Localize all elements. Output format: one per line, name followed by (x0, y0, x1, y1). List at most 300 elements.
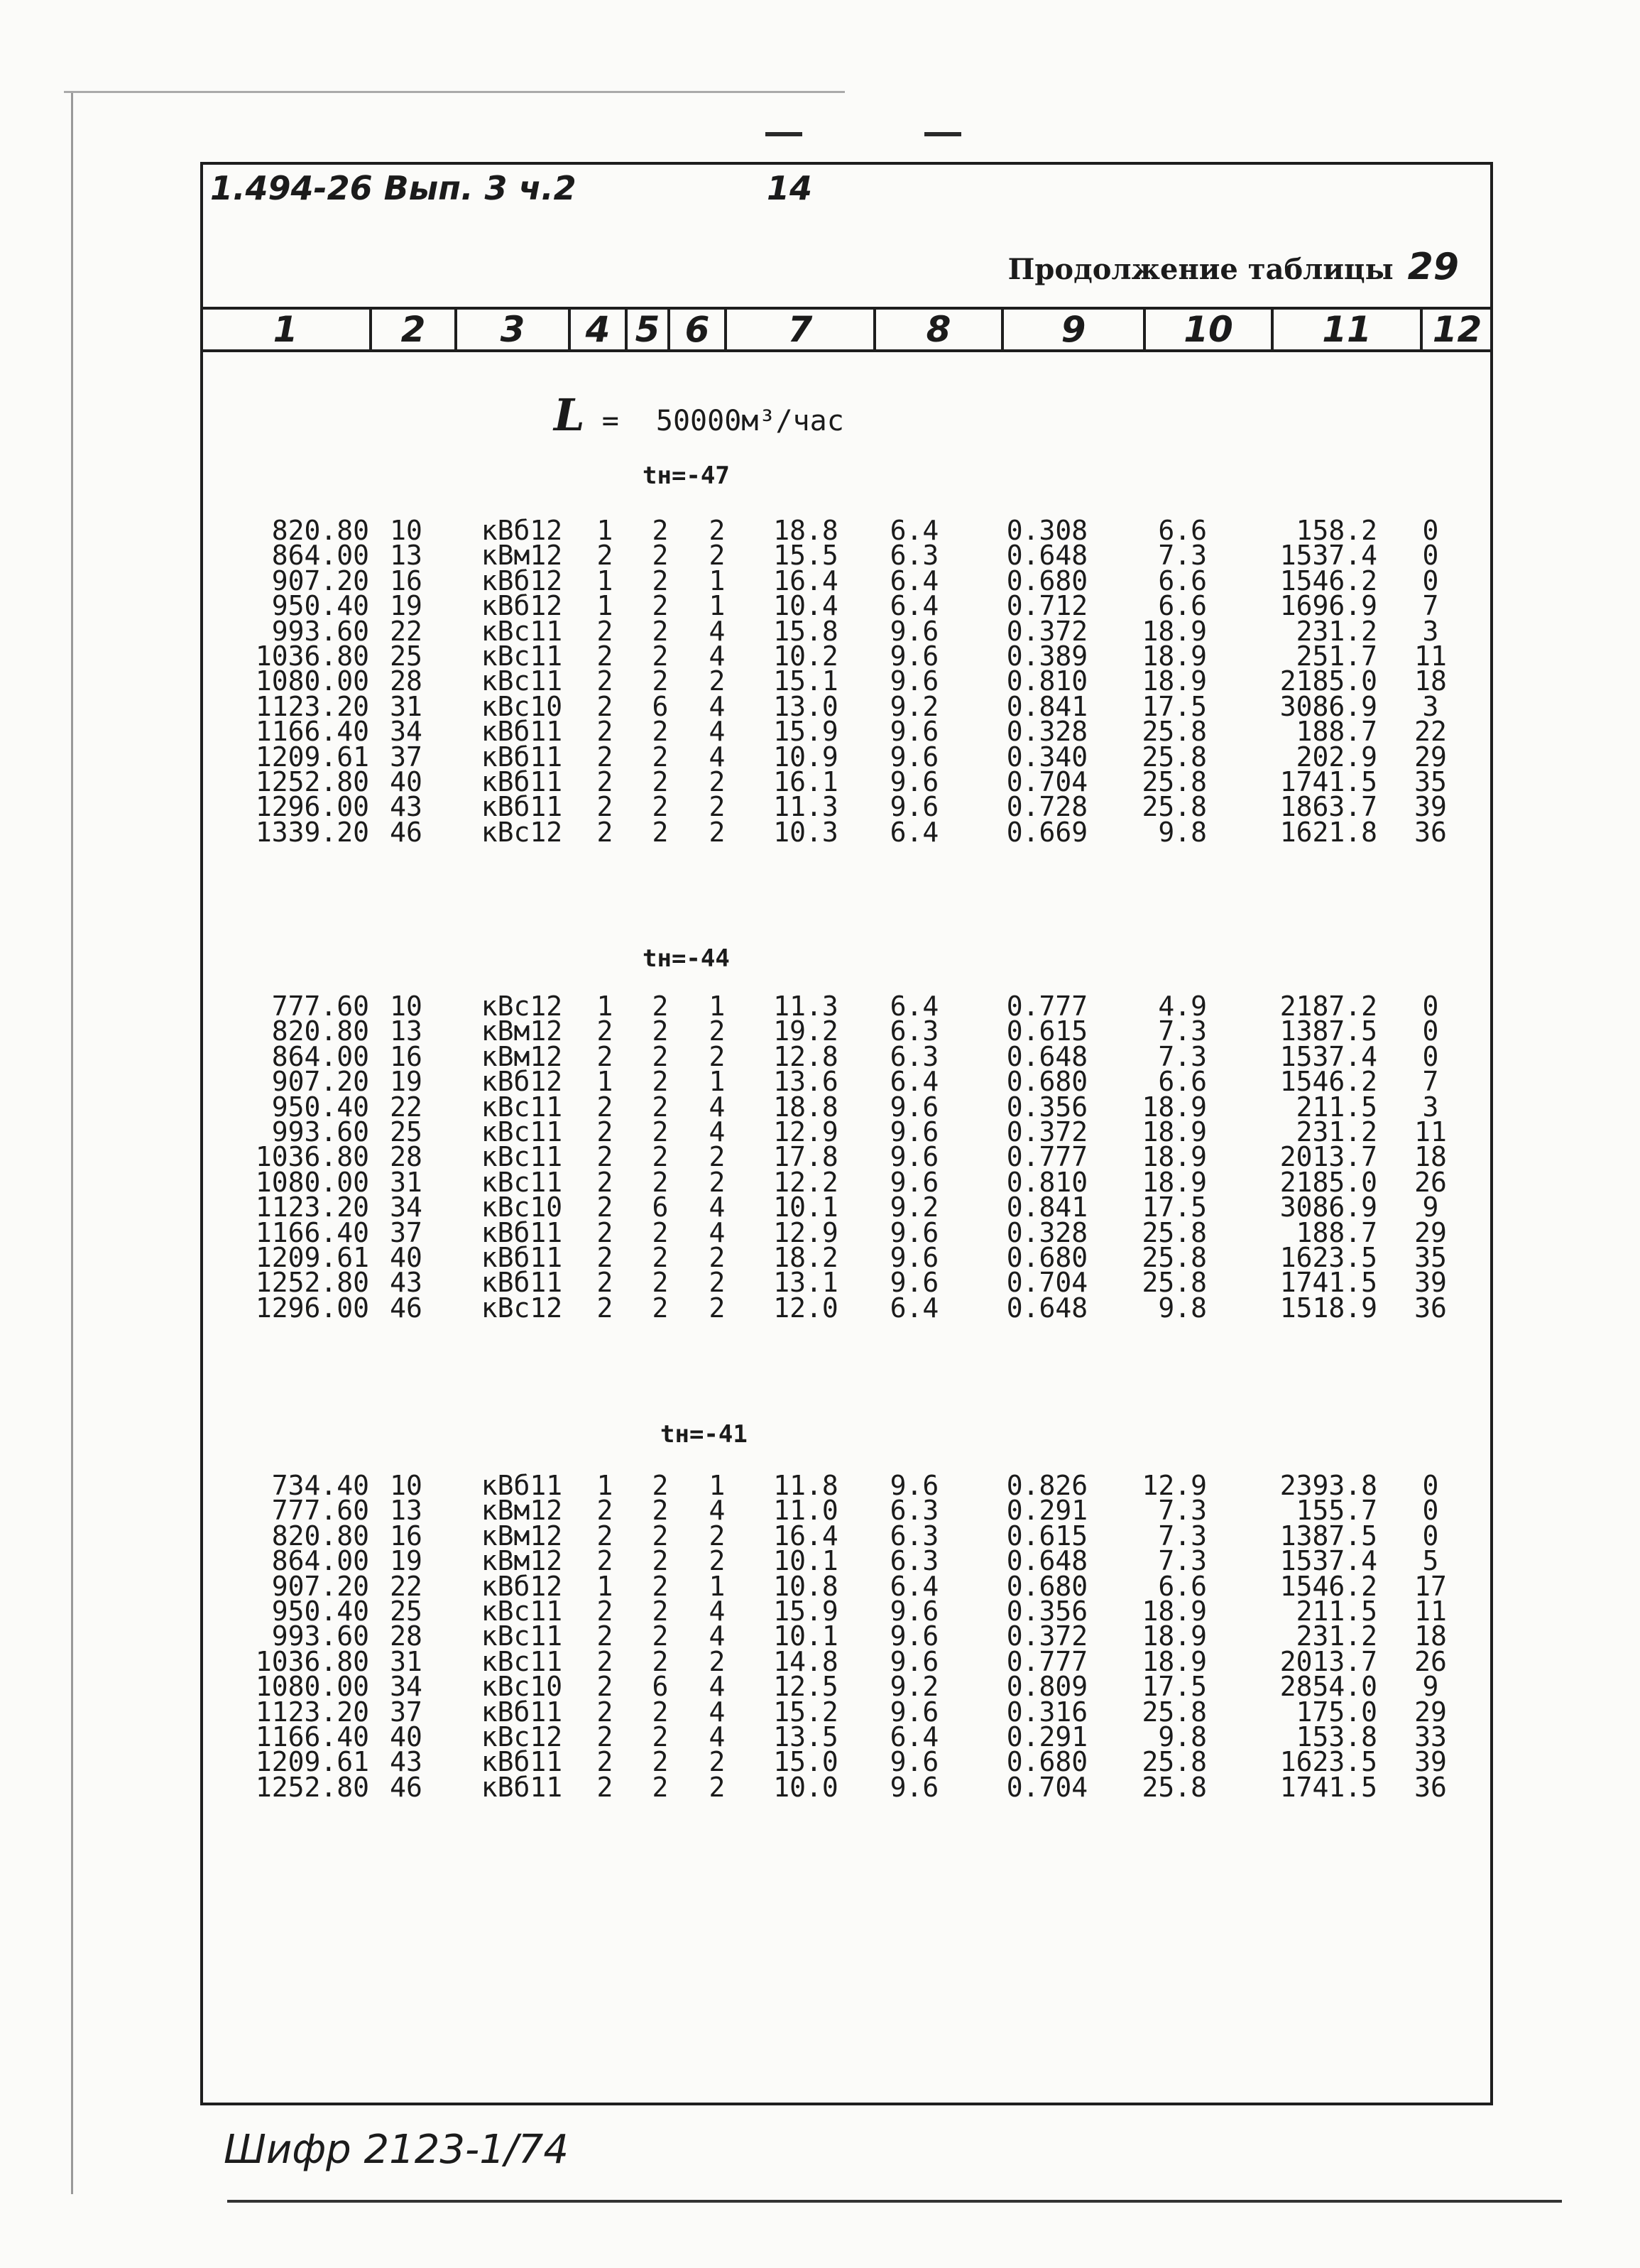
table-row (0, 1141, 1640, 1173)
table-cell-col-1: 950.40 (271, 1091, 369, 1123)
table-cell-col-8: 6.3 (890, 1520, 939, 1552)
table-row (0, 690, 1640, 722)
table-cell-col-2: 16 (390, 565, 422, 596)
table-cell-col-8: 9.6 (890, 1141, 939, 1173)
table-cell-col-2: 10 (390, 991, 422, 1022)
table-cell-col-6: 4 (709, 1495, 726, 1527)
table-cell-col-12: 26 (1414, 1166, 1447, 1198)
table-cell-col-9: 0.648 (1006, 1545, 1088, 1577)
table-cell-col-6: 4 (709, 1596, 726, 1627)
table-cell-col-7: 15.2 (773, 1696, 838, 1728)
table-cell-col-2: 43 (390, 1267, 422, 1299)
table-cell-col-2: 31 (390, 1166, 422, 1198)
table-cell-col-2: 43 (390, 791, 422, 823)
table-cell-col-9: 0.356 (1006, 1596, 1088, 1627)
table-cell-col-4: 2 (596, 1040, 613, 1072)
table-cell-col-9: 0.648 (1006, 540, 1088, 572)
table-cell-col-5: 2 (652, 816, 669, 848)
scan-top-edge (64, 91, 845, 93)
table-cell-col-8: 6.3 (890, 1015, 939, 1047)
table-cell-col-5: 2 (652, 716, 669, 748)
column-divider (625, 310, 628, 349)
table-cell-col-8: 6.3 (890, 1040, 939, 1072)
column-divider (667, 310, 670, 349)
table-cell-col-9: 0.372 (1006, 1620, 1088, 1652)
table-cell-col-12: 11 (1414, 640, 1447, 672)
table-cell-col-6: 4 (709, 1192, 726, 1223)
table-cell-col-2: 25 (390, 1596, 422, 1627)
column-number-3: 3 (500, 309, 525, 350)
table-cell-col-9: 0.680 (1006, 565, 1088, 596)
table-cell-col-5: 2 (652, 1242, 669, 1273)
table-continuation-caption (1008, 246, 1459, 288)
table-cell-col-7: 12.9 (773, 1216, 838, 1248)
table-cell-col-9: 0.291 (1006, 1495, 1088, 1527)
table-cell-col-11: 231.2 (1296, 615, 1377, 647)
table-row (0, 991, 1640, 1022)
table-row (0, 1040, 1640, 1072)
table-cell-col-8: 9.2 (890, 690, 939, 722)
table-row (0, 1292, 1640, 1324)
table-cell-col-3: кВб11 (481, 716, 563, 748)
table-cell-col-5: 2 (652, 1015, 669, 1047)
table-cell-col-4: 2 (596, 1116, 613, 1147)
table-cell-col-8: 9.6 (890, 1470, 939, 1501)
table-cell-col-8: 9.6 (890, 1746, 939, 1778)
table-cell-col-9: 0.777 (1006, 991, 1088, 1022)
table-cell-col-1: 777.60 (271, 1495, 369, 1527)
table-cell-col-5: 2 (652, 1116, 669, 1147)
table-cell-col-4: 2 (596, 1292, 613, 1324)
table-cell-col-1: 820.80 (271, 515, 369, 546)
table-row (0, 1520, 1640, 1552)
table-cell-col-8: 9.6 (890, 1596, 939, 1627)
flow-value: 50000м³/час (655, 405, 844, 437)
table-cell-col-6: 1 (709, 1470, 726, 1501)
table-cell-col-11: 1863.7 (1279, 791, 1377, 823)
table-cell-col-6: 2 (709, 1166, 726, 1198)
table-cell-col-10: 6.6 (1158, 515, 1207, 546)
table-row (0, 1746, 1640, 1778)
table-cell-col-9: 0.680 (1006, 1570, 1088, 1602)
table-cell-col-1: 907.20 (271, 565, 369, 596)
table-cell-col-2: 34 (390, 1192, 422, 1223)
table-cell-col-11: 188.7 (1296, 716, 1377, 748)
table-cell-col-8: 9.6 (890, 1166, 939, 1198)
table-cell-col-3: кВб11 (481, 791, 563, 823)
table-cell-col-6: 4 (709, 690, 726, 722)
table-cell-col-9: 0.712 (1006, 590, 1088, 622)
table-cell-col-10: 9.8 (1158, 1721, 1207, 1752)
table-cell-col-1: 1209.61 (255, 1746, 369, 1778)
table-cell-col-4: 2 (596, 690, 613, 722)
table-cell-col-7: 11.3 (773, 791, 838, 823)
table-cell-col-1: 734.40 (271, 1470, 369, 1501)
column-number-row (200, 307, 1493, 352)
table-cell-col-6: 2 (709, 1040, 726, 1072)
table-cell-col-4: 2 (596, 1495, 613, 1527)
table-cell-col-7: 18.8 (773, 515, 838, 546)
table-cell-col-2: 16 (390, 1520, 422, 1552)
table-cell-col-7: 18.8 (773, 1091, 838, 1123)
table-cell-col-3: кВс10 (481, 1671, 563, 1703)
table-cell-col-9: 0.372 (1006, 615, 1088, 647)
table-cell-col-3: кВс12 (481, 991, 563, 1022)
table-cell-col-7: 15.0 (773, 1746, 838, 1778)
table-cell-col-6: 2 (709, 791, 726, 823)
table-cell-col-11: 2187.2 (1279, 991, 1377, 1022)
table-cell-col-2: 28 (390, 1620, 422, 1652)
table-cell-col-1: 950.40 (271, 1596, 369, 1627)
table-cell-col-8: 6.3 (890, 1495, 939, 1527)
column-number-9: 9 (1061, 309, 1086, 350)
table-cell-col-11: 1387.5 (1279, 1520, 1377, 1552)
table-row (0, 766, 1640, 797)
table-cell-col-4: 1 (596, 515, 613, 546)
table-row (0, 1192, 1640, 1223)
table-cell-col-12: 18 (1414, 1141, 1447, 1173)
table-cell-col-2: 19 (390, 590, 422, 622)
table-cell-col-11: 231.2 (1296, 1116, 1377, 1147)
table-cell-col-11: 202.9 (1296, 741, 1377, 773)
column-divider (1420, 310, 1423, 349)
table-cell-col-3: кВб12 (481, 590, 563, 622)
table-cell-col-12: 29 (1414, 1216, 1447, 1248)
table-cell-col-1: 864.00 (271, 1545, 369, 1577)
table-cell-col-6: 2 (709, 1771, 726, 1803)
table-cell-col-10: 6.6 (1158, 1066, 1207, 1098)
table-cell-col-3: кВс11 (481, 1116, 563, 1147)
table-cell-col-8: 9.6 (890, 1267, 939, 1299)
table-cell-col-10: 17.5 (1142, 690, 1207, 722)
table-row (0, 1545, 1640, 1577)
table-cell-col-11: 153.8 (1296, 1721, 1377, 1752)
table-cell-col-8: 6.4 (890, 816, 939, 848)
table-cell-col-11: 155.7 (1296, 1495, 1377, 1527)
table-row (0, 665, 1640, 697)
table-row (0, 1066, 1640, 1098)
table-cell-col-1: 1252.80 (255, 1267, 369, 1299)
table-cell-col-7: 11.8 (773, 1470, 838, 1501)
table-row (0, 1495, 1640, 1527)
table-cell-col-2: 40 (390, 1242, 422, 1273)
table-cell-col-6: 2 (709, 1015, 726, 1047)
table-cell-col-12: 18 (1414, 1620, 1447, 1652)
table-cell-col-7: 10.3 (773, 816, 838, 848)
table-cell-col-6: 2 (709, 1292, 726, 1324)
table-cell-col-12: 3 (1422, 615, 1439, 647)
table-row (0, 1242, 1640, 1273)
document-reference: 1.494-26 Вып. 3 ч.2 (210, 169, 576, 207)
table-cell-col-5: 2 (652, 590, 669, 622)
table-cell-col-6: 1 (709, 1570, 726, 1602)
table-cell-col-9: 0.291 (1006, 1721, 1088, 1752)
table-cell-col-4: 2 (596, 1545, 613, 1577)
table-cell-col-5: 2 (652, 1166, 669, 1198)
table-cell-col-9: 0.308 (1006, 515, 1088, 546)
table-cell-col-10: 25.8 (1142, 1216, 1207, 1248)
column-number-7: 7 (787, 309, 813, 350)
table-cell-col-4: 2 (596, 1746, 613, 1778)
table-cell-col-9: 0.356 (1006, 1091, 1088, 1123)
table-cell-col-9: 0.728 (1006, 791, 1088, 823)
table-cell-col-1: 1209.61 (255, 741, 369, 773)
air-flow-label (554, 389, 844, 441)
table-cell-col-6: 2 (709, 540, 726, 572)
table-cell-col-1: 1123.20 (255, 1696, 369, 1728)
table-cell-col-11: 251.7 (1296, 640, 1377, 672)
table-cell-col-7: 13.1 (773, 1267, 838, 1299)
table-cell-col-4: 1 (596, 991, 613, 1022)
table-cell-col-6: 2 (709, 1545, 726, 1577)
table-cell-col-2: 19 (390, 1545, 422, 1577)
table-row (0, 1015, 1640, 1047)
table-row (0, 1645, 1640, 1677)
table-cell-col-5: 2 (652, 741, 669, 773)
table-cell-col-1: 907.20 (271, 1570, 369, 1602)
table-cell-col-3: кВб11 (481, 1696, 563, 1728)
table-cell-col-7: 12.2 (773, 1166, 838, 1198)
table-cell-col-2: 19 (390, 1066, 422, 1098)
table-cell-col-9: 0.669 (1006, 816, 1088, 848)
section-title: tн=-44 (643, 944, 730, 973)
table-cell-col-11: 188.7 (1296, 1216, 1377, 1248)
table-row (0, 540, 1640, 572)
table-cell-col-5: 2 (652, 791, 669, 823)
table-cell-col-3: кВс11 (481, 1620, 563, 1652)
table-cell-col-12: 0 (1422, 1040, 1439, 1072)
table-cell-col-12: 35 (1414, 766, 1447, 797)
table-cell-col-8: 9.2 (890, 1671, 939, 1703)
table-cell-col-4: 2 (596, 1721, 613, 1752)
table-cell-col-2: 25 (390, 1116, 422, 1147)
table-cell-col-8: 9.6 (890, 1116, 939, 1147)
table-cell-col-4: 2 (596, 716, 613, 748)
table-cell-col-2: 43 (390, 1746, 422, 1778)
table-cell-col-11: 1537.4 (1279, 540, 1377, 572)
table-row (0, 1570, 1640, 1602)
table-cell-col-10: 18.9 (1142, 1645, 1207, 1677)
table-row (0, 615, 1640, 647)
table-cell-col-11: 2185.0 (1279, 1166, 1377, 1198)
table-cell-col-9: 0.841 (1006, 690, 1088, 722)
table-row (0, 1470, 1640, 1501)
table-cell-col-2: 37 (390, 1696, 422, 1728)
table-row (0, 1620, 1640, 1652)
table-cell-col-10: 25.8 (1142, 1267, 1207, 1299)
table-cell-col-7: 15.1 (773, 665, 838, 697)
table-cell-col-12: 0 (1422, 565, 1439, 596)
table-cell-col-10: 25.8 (1142, 1771, 1207, 1803)
table-cell-col-11: 1387.5 (1279, 1015, 1377, 1047)
table-row (0, 1216, 1640, 1248)
table-row (0, 716, 1640, 748)
table-cell-col-5: 2 (652, 766, 669, 797)
table-cell-col-5: 2 (652, 1267, 669, 1299)
table-cell-col-11: 2185.0 (1279, 665, 1377, 697)
table-cell-col-3: кВс12 (481, 1721, 563, 1752)
table-cell-col-1: 1080.00 (255, 1166, 369, 1198)
table-cell-col-5: 2 (652, 540, 669, 572)
table-cell-col-10: 9.8 (1158, 1292, 1207, 1324)
table-cell-col-11: 2393.8 (1279, 1470, 1377, 1501)
table-cell-col-6: 2 (709, 1645, 726, 1677)
table-cell-col-4: 2 (596, 1620, 613, 1652)
column-number-5: 5 (635, 309, 660, 350)
table-cell-col-6: 2 (709, 1141, 726, 1173)
table-cell-col-2: 16 (390, 1040, 422, 1072)
table-cell-col-8: 9.6 (890, 1620, 939, 1652)
table-cell-col-11: 1546.2 (1279, 1066, 1377, 1098)
table-cell-col-5: 2 (652, 1066, 669, 1098)
table-cell-col-6: 4 (709, 1116, 726, 1147)
table-cell-col-4: 2 (596, 1771, 613, 1803)
table-cell-col-12: 0 (1422, 540, 1439, 572)
table-cell-col-4: 2 (596, 1645, 613, 1677)
table-cell-col-7: 16.1 (773, 766, 838, 797)
table-cell-col-1: 1339.20 (255, 816, 369, 848)
column-divider (568, 310, 571, 349)
table-cell-col-1: 993.60 (271, 1116, 369, 1147)
table-cell-col-2: 34 (390, 1671, 422, 1703)
table-cell-col-9: 0.648 (1006, 1292, 1088, 1324)
table-cell-col-9: 0.680 (1006, 1242, 1088, 1273)
table-cell-col-4: 2 (596, 741, 613, 773)
table-cell-col-12: 7 (1422, 590, 1439, 622)
table-cell-col-4: 2 (596, 1015, 613, 1047)
table-cell-col-10: 6.6 (1158, 1570, 1207, 1602)
table-cell-col-6: 4 (709, 1671, 726, 1703)
top-dash-right (924, 132, 961, 136)
table-cell-col-1: 1080.00 (255, 1671, 369, 1703)
table-row (0, 640, 1640, 672)
table-cell-col-6: 4 (709, 1216, 726, 1248)
table-cell-col-12: 39 (1414, 1746, 1447, 1778)
table-cell-col-12: 11 (1414, 1116, 1447, 1147)
table-cell-col-9: 0.809 (1006, 1671, 1088, 1703)
table-cell-col-5: 2 (652, 565, 669, 596)
table-cell-col-9: 0.841 (1006, 1192, 1088, 1223)
table-cell-col-5: 2 (652, 1520, 669, 1552)
table-cell-col-11: 1546.2 (1279, 565, 1377, 596)
table-cell-col-11: 3086.9 (1279, 690, 1377, 722)
table-cell-col-6: 1 (709, 590, 726, 622)
table-cell-col-11: 231.2 (1296, 1620, 1377, 1652)
table-cell-col-9: 0.328 (1006, 1216, 1088, 1248)
table-cell-col-7: 12.5 (773, 1671, 838, 1703)
table-cell-col-9: 0.704 (1006, 1771, 1088, 1803)
table-cell-col-8: 6.4 (890, 991, 939, 1022)
table-cell-col-1: 1036.80 (255, 1141, 369, 1173)
table-cell-col-5: 2 (652, 1696, 669, 1728)
table-cell-col-3: кВс10 (481, 690, 563, 722)
table-cell-col-6: 4 (709, 1721, 726, 1752)
table-cell-col-3: кВс11 (481, 1141, 563, 1173)
table-cell-col-9: 0.704 (1006, 1267, 1088, 1299)
table-cell-col-4: 2 (596, 1091, 613, 1123)
table-cell-col-4: 2 (596, 540, 613, 572)
table-cell-col-10: 6.6 (1158, 590, 1207, 622)
table-cell-col-3: кВс11 (481, 1166, 563, 1198)
table-cell-col-2: 31 (390, 1645, 422, 1677)
table-cell-col-6: 4 (709, 741, 726, 773)
table-cell-col-2: 46 (390, 1771, 422, 1803)
table-cell-col-10: 4.9 (1158, 991, 1207, 1022)
table-cell-col-12: 0 (1422, 1520, 1439, 1552)
table-cell-col-7: 10.1 (773, 1620, 838, 1652)
table-cell-col-7: 15.9 (773, 716, 838, 748)
column-divider (724, 310, 727, 349)
column-number-4: 4 (585, 309, 611, 350)
table-cell-col-12: 36 (1414, 1292, 1447, 1324)
table-cell-col-10: 25.8 (1142, 791, 1207, 823)
table-cell-col-10: 18.9 (1142, 1141, 1207, 1173)
table-cell-col-4: 2 (596, 1166, 613, 1198)
table-cell-col-5: 6 (652, 690, 669, 722)
table-cell-col-1: 950.40 (271, 590, 369, 622)
table-cell-col-8: 6.3 (890, 540, 939, 572)
table-cell-col-6: 2 (709, 766, 726, 797)
table-cell-col-6: 2 (709, 515, 726, 546)
table-cell-col-10: 7.3 (1158, 1520, 1207, 1552)
table-cell-col-12: 7 (1422, 1066, 1439, 1098)
continuation-label: Продолжение таблицы (1007, 253, 1394, 286)
table-cell-col-11: 3086.9 (1279, 1192, 1377, 1223)
table-cell-col-12: 9 (1422, 1671, 1439, 1703)
table-cell-col-8: 6.4 (890, 590, 939, 622)
table-cell-col-8: 6.4 (890, 1570, 939, 1602)
table-cell-col-6: 4 (709, 1696, 726, 1728)
table-cell-col-8: 9.6 (890, 1645, 939, 1677)
table-cell-col-11: 1537.4 (1279, 1040, 1377, 1072)
table-cell-col-2: 10 (390, 1470, 422, 1501)
table-cell-col-3: кВм12 (481, 540, 563, 572)
table-cell-col-11: 1621.8 (1279, 816, 1377, 848)
flow-symbol: L (554, 389, 585, 441)
table-row (0, 1596, 1640, 1627)
table-cell-col-12: 11 (1414, 1596, 1447, 1627)
table-cell-col-8: 9.2 (890, 1192, 939, 1223)
table-cell-col-6: 1 (709, 565, 726, 596)
table-cell-col-8: 6.4 (890, 1721, 939, 1752)
table-cell-col-10: 7.3 (1158, 1545, 1207, 1577)
table-cell-col-10: 18.9 (1142, 1091, 1207, 1123)
table-cell-col-12: 0 (1422, 1470, 1439, 1501)
table-cell-col-4: 2 (596, 791, 613, 823)
table-cell-col-10: 18.9 (1142, 1116, 1207, 1147)
table-cell-col-7: 16.4 (773, 1520, 838, 1552)
table-cell-col-5: 2 (652, 1721, 669, 1752)
table-cell-col-10: 7.3 (1158, 1040, 1207, 1072)
table-cell-col-8: 9.6 (890, 716, 939, 748)
table-cell-col-1: 1166.40 (255, 1721, 369, 1752)
column-number-12: 12 (1432, 309, 1482, 350)
table-row (0, 816, 1640, 848)
table-cell-col-5: 6 (652, 1671, 669, 1703)
table-cell-col-10: 18.9 (1142, 1166, 1207, 1198)
table-cell-col-9: 0.340 (1006, 741, 1088, 773)
column-number-11: 11 (1322, 309, 1372, 350)
table-cell-col-2: 22 (390, 615, 422, 647)
table-cell-col-4: 2 (596, 1520, 613, 1552)
table-cell-col-5: 2 (652, 1596, 669, 1627)
column-divider (1271, 310, 1274, 349)
table-cell-col-11: 2013.7 (1279, 1645, 1377, 1677)
table-cell-col-7: 15.9 (773, 1596, 838, 1627)
table-cell-col-5: 2 (652, 1545, 669, 1577)
table-cell-col-1: 1123.20 (255, 690, 369, 722)
table-cell-col-8: 6.4 (890, 565, 939, 596)
